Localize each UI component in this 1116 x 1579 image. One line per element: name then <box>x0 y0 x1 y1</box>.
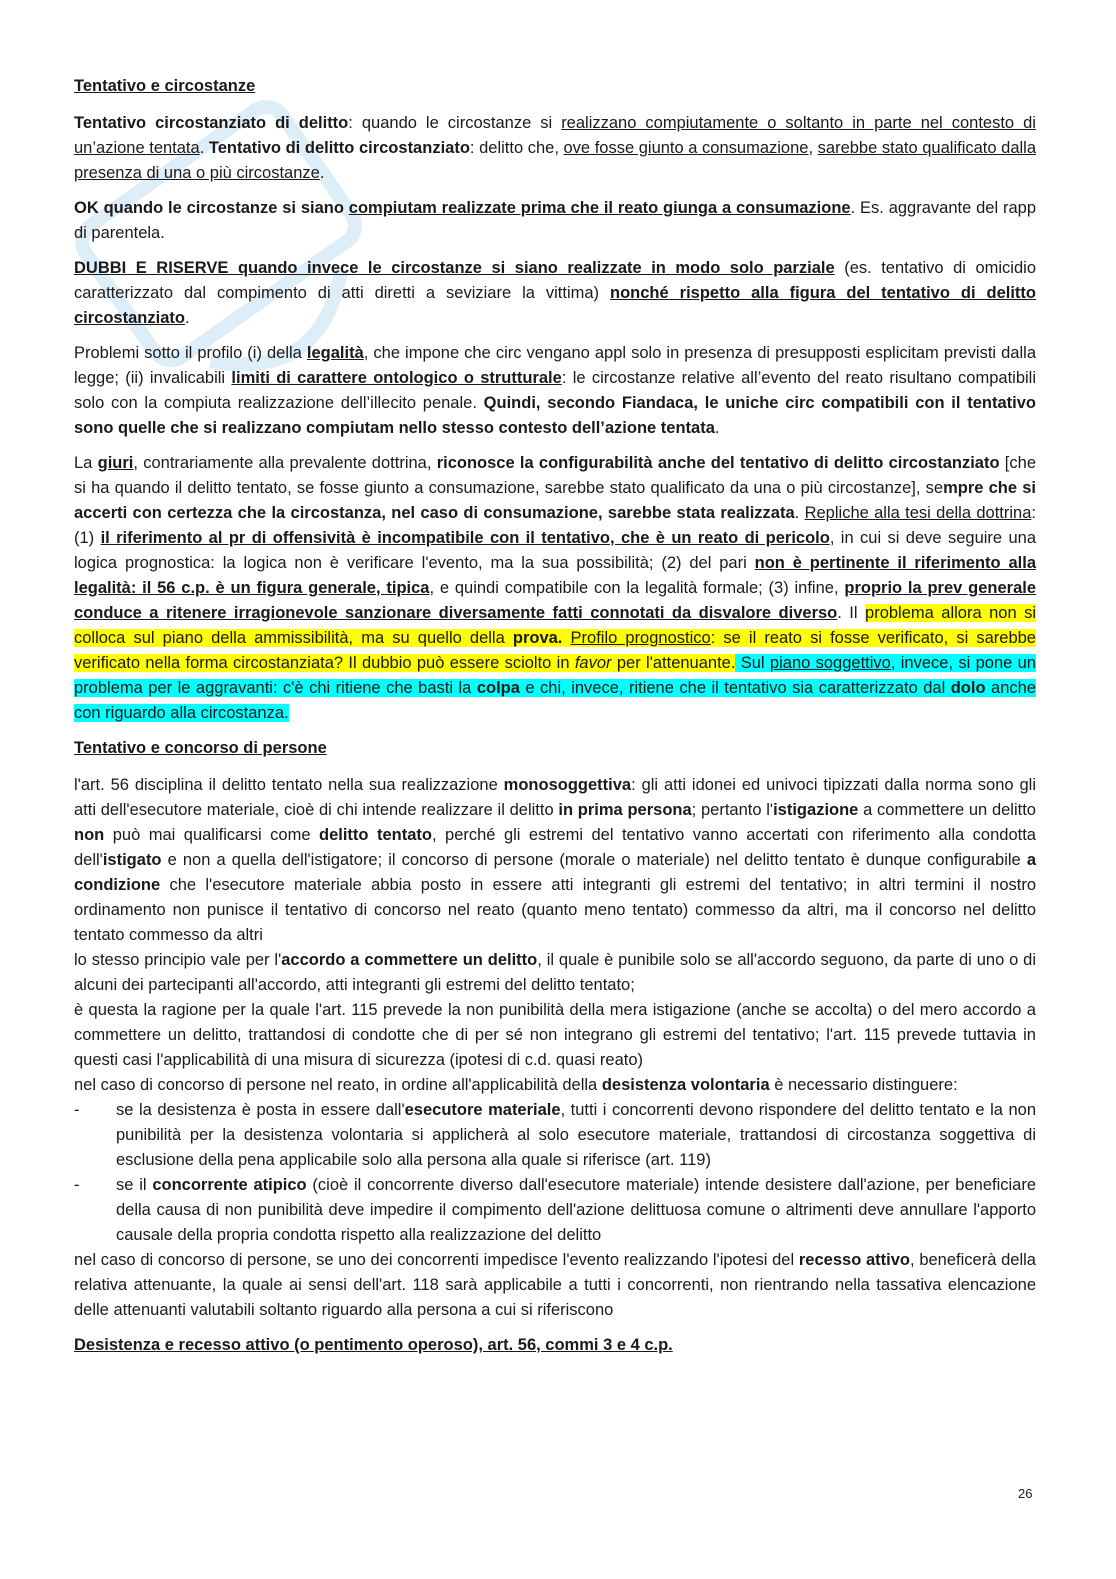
paragraph-5: La giuri, contrariamente alla prevalente dottrina, riconosce la configurabilità anche del tentativo di delitto circostanziato [che si ha quando il delitto tentato, se fosse giunto a consumazione, sarebbe stato qualificato da una o più circostanze], sempre che si accerti con certezza che la circostanza, nel caso di consumazione, sarebbe stata realizzata. Repliche alla tesi della dottrina: (1) il riferimento al pr di offensività è incompatibile con il tentativo, che è un reato di pericolo, in cui si deve seguire una logica prognostica: la logica non è verificare l'evento, ma la sua possibilità; (2) del pari non è pertinente il riferimento alla legalità: il 56 c.p. è un figura generale, tipica, e quindi compatibile con la legalità formale; (3) infine, proprio la prev generale conduce a ritenere irragionevole sanzionare diversamente fatti connotati da disvalore diverso. Il problema allora non si colloca sul piano della ammissibilità, ma su quello della prova. Profilo prognostico: se il reato si fosse verificato, si sarebbe verificato nella forma circostanziata? Il dubbio può essere sciolto in favor per l'attenuante. Sul piano soggettivo, invece, si pone un problema per le aggravanti: c'è chi ritiene che basti la colpa e chi, invece, ritiene che il tentativo sia caratterizzato dal dolo anche con riguardo alla circostanza. <box>74 454 1037 722</box>
paragraph-10: nel caso di concorso di persone, se uno dei concorrenti impedisce l'evento realizzando l'ipotesi del recesso attivo, beneficerà della relativa attenuante, la quale ai sensi dell'art. 118 sarà applicabile a tutti i concorrenti, non rientrando nella tassativa elencazione delle attenuanti valutabili soltanto riguardo alla persona a cui si riferiscono <box>74 1251 1036 1319</box>
highlight-yellow: problema allora non si colloca sul piano della ammissibilità, ma su quello della prova. Profilo prognostico: se il reato si fosse verificato, si sarebbe verificato nella forma circostanziata? Il dubbio può essere sciolto in favor per l'attenuante. <box>74 604 1037 672</box>
list-item: - se la desistenza è posta in essere dall'esecutore materiale, tutti i concorrenti devono rispondere del delitto tentato e la non punibilità per la desistenza volontaria si applicherà al solo esecutore materiale, trattandosi di circostanza soggettiva di esclusione della pena applicabile solo alla persona alla quale si riferisce (art. 119) <box>74 1101 1037 1169</box>
paragraph-3: DUBBI E RISERVE quando invece le circostanze si siano realizzate in modo solo parziale (es. tentativo di omicidio caratterizzato dal compimento di atti diretti a seviziare la vittima) nonché rispetto alla figura del tentativo di delitto circostanziato. <box>74 259 1037 327</box>
paragraph-8: è questa la ragione per la quale l'art. 115 prevede la non punibilità della mera istigazione (anche se accolta) o del mero accordo a commettere un delitto, trattandosi di condotte che di per sé non integrano gli estremi del tentativo; l'art. 115 prevede tuttavia in questi casi l'applicabilità di una misura di sicurezza (ipotesi di c.d. quasi reato) <box>74 1001 1036 1069</box>
paragraph-6: l'art. 56 disciplina il delitto tentato nella sua realizzazione monosoggettiva: gli atti idonei ed univoci tipizzati dalla norma sono gli atti dell'esecutore materiale, cioè di chi intende realizzare il delitto in prima persona; pertanto l'istigazione a commettere un delitto non può mai qualificarsi come delitto tentato, perché gli estremi del tentativo vanno accertati con riferimento alla condotta dell'istigato e non a quella dell'istigatore; il concorso di persone (morale o materiale) nel delitto tentato è dunque configurabile a condizione che l'esecutore materiale abbia posto in essere atti integranti gli estremi del tentativo; in altri termini il nostro ordinamento non punisce il tentativo di concorso nel reato (quanto meno tentato) commesso da altri, ma il concorso nel delitto tentato commesso da altri <box>74 776 1036 944</box>
section-title-tentativo-circostanze: Tentativo e circostanze <box>74 77 256 95</box>
paragraph-2: OK quando le circostanze si siano compiutam realizzate prima che il reato giunga a consumazione. Es. aggravante del rapp di parentela. <box>74 199 1037 242</box>
paragraph-9: nel caso di concorso di persone nel reato, in ordine all'applicabilità della desistenza volontaria è necessario distinguere: <box>74 1076 958 1094</box>
desistenza-list <box>74 1098 1036 1248</box>
highlight-cyan: Sul piano soggettivo, invece, si pone un problema per le aggravanti: c'è chi ritiene che basti la colpa e chi, invece, ritiene che il tentativo sia caratterizzato dal dolo anche con riguardo alla circostanza. <box>74 654 1036 722</box>
paragraph-1: Tentativo circostanziato di delitto: quando le circostanze si realizzano compiutamente o soltanto in parte nel contesto di un’azione tentata. Tentativo di delitto circostanziato: delitto che, ove fosse giunto a consumazione, sarebbe stato qualificato dalla presenza di una o più circostanze. <box>74 114 1037 182</box>
list-item: - se il concorrente atipico (cioè il concorrente diverso dall'esecutore materiale) intende desistere dall'azione, per beneficiare della causa di non punibilità deve impedire il compimento dell'azione delittuosa comune o altrimenti deve annullare l'apporto causale della propria condotta rispetto alla realizzazione del delitto <box>74 1176 1037 1244</box>
page-number: 26 <box>1018 1486 1033 1501</box>
term-tentativo-circostanziato: Tentativo circostanziato di delitto <box>74 114 349 132</box>
section-title-concorso-persone: Tentativo e concorso di persone <box>74 739 327 757</box>
paragraph-4: Problemi sotto il profilo (i) della legalità, che impone che circ vengano appl solo in presenza di presupposti esplicitam previsti dalla legge; (ii) invalicabili limiti di carattere ontologico o strutturale: le circostanze relative all’evento del reato risultano compatibili solo con la compiuta realizzazione dell’illecito penale. Quindi, secondo Fiandaca, le uniche circ compatibili con il tentativo sono quelle che si realizzano compiutam nello stesso contesto dell’azione tentata. <box>74 344 1036 437</box>
paragraph-7: lo stesso principio vale per l'accordo a commettere un delitto, il quale è punibile solo se all'accordo seguono, da parte di uno o di alcuni dei partecipanti all'accordo, atti integranti gli estremi del delitto tentato; <box>74 951 1036 994</box>
term-delitto-circostanziato: Tentativo di delitto circostanziato <box>208 139 470 157</box>
document-page <box>74 74 1036 1370</box>
section-title-desistenza-recesso: Desistenza e recesso attivo (o pentimento operoso), art. 56, commi 3 e 4 c.p. <box>74 1336 673 1354</box>
